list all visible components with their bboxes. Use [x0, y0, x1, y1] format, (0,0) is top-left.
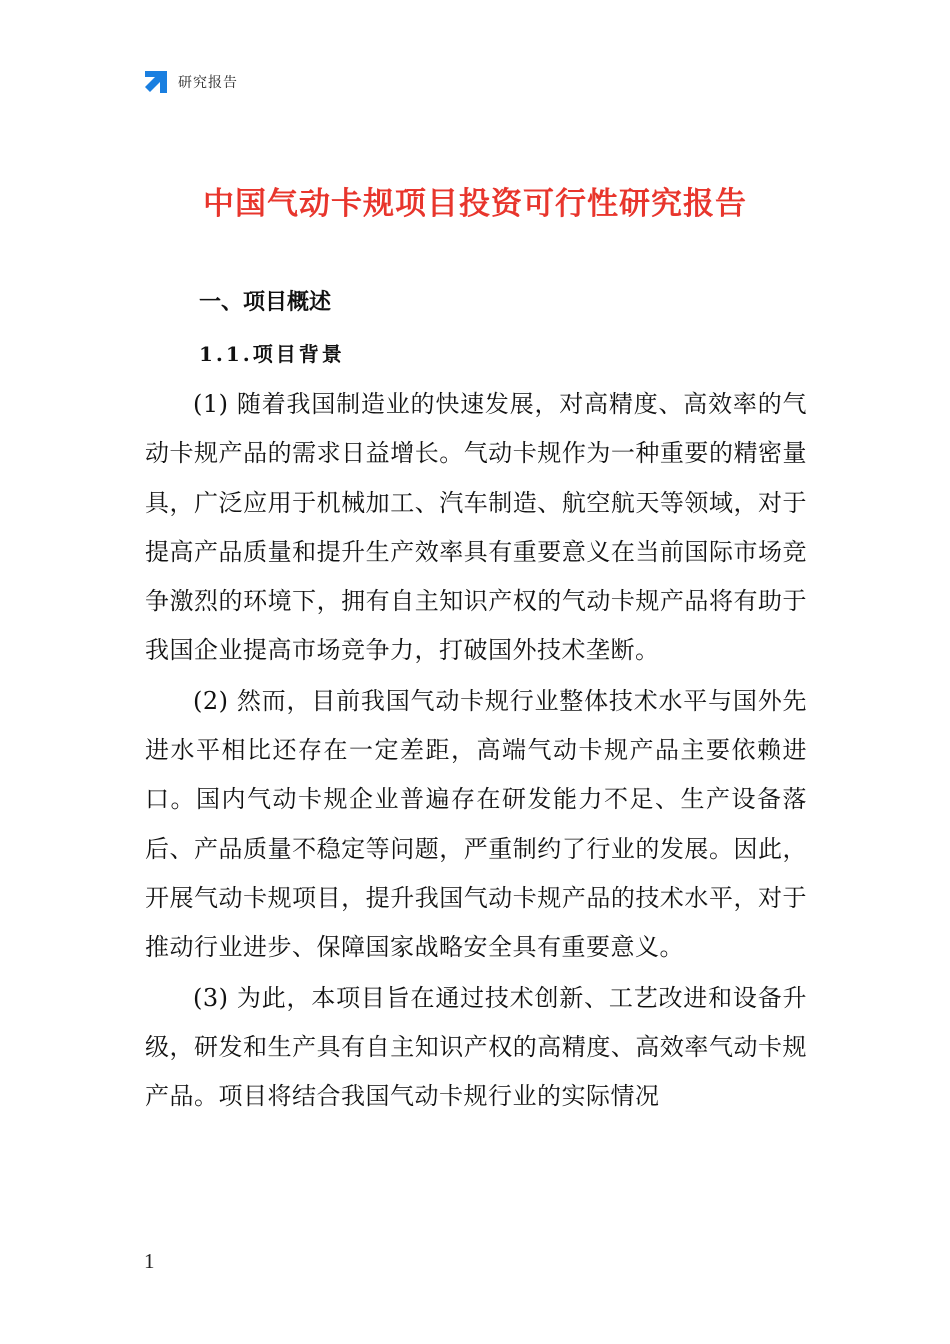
arrow-up-right-logo-icon — [143, 69, 169, 95]
document-title: 中国气动卡规项目投资可行性研究报告 — [203, 186, 747, 222]
paragraph-2: (2) 然而，目前我国气动卡规行业整体技术水平与国外先进水平相比还存在一定差距，高端气动卡规产品主要依赖进口。国内气动卡规企业普遍存在研发能力不足、生产设备落后、产品质量不稳定等问题，严重制约了行业的发展。因此，开展气动卡规项目，提升我国气动卡规产品的技术水平，对于推动行业进步、保障国家战略安全具有重要意义。 — [145, 686, 807, 962]
paragraph-3: (3) 为此，本项目旨在通过技术创新、工艺改进和设备升级，研发和生产具有自主知识产权的高精度、高效率气动卡规产品。项目将结合我国气动卡规行业的实际情况 — [145, 983, 807, 1111]
body-text — [145, 380, 807, 1122]
page-number: 1 — [144, 1249, 155, 1273]
paragraph-1: (1) 随着我国制造业的快速发展，对高精度、高效率的气动卡规产品的需求日益增长。气动卡规作为一种重要的精密量具，广泛应用于机械加工、汽车制造、航空航天等领域，对于提高产品质量和提升生产效率具有重要意义在当前国际市场竞争激烈的环境下，拥有自主知识产权的气动卡规产品将有助于我国企业提高市场竞争力，打破国外技术垄断。 — [145, 390, 807, 665]
header-label: 研究报告 — [178, 75, 238, 91]
subsection-heading: 1.1.项目背景 — [199, 342, 345, 366]
section-heading: 一、项目概述 — [199, 290, 332, 315]
report-header — [143, 68, 238, 96]
